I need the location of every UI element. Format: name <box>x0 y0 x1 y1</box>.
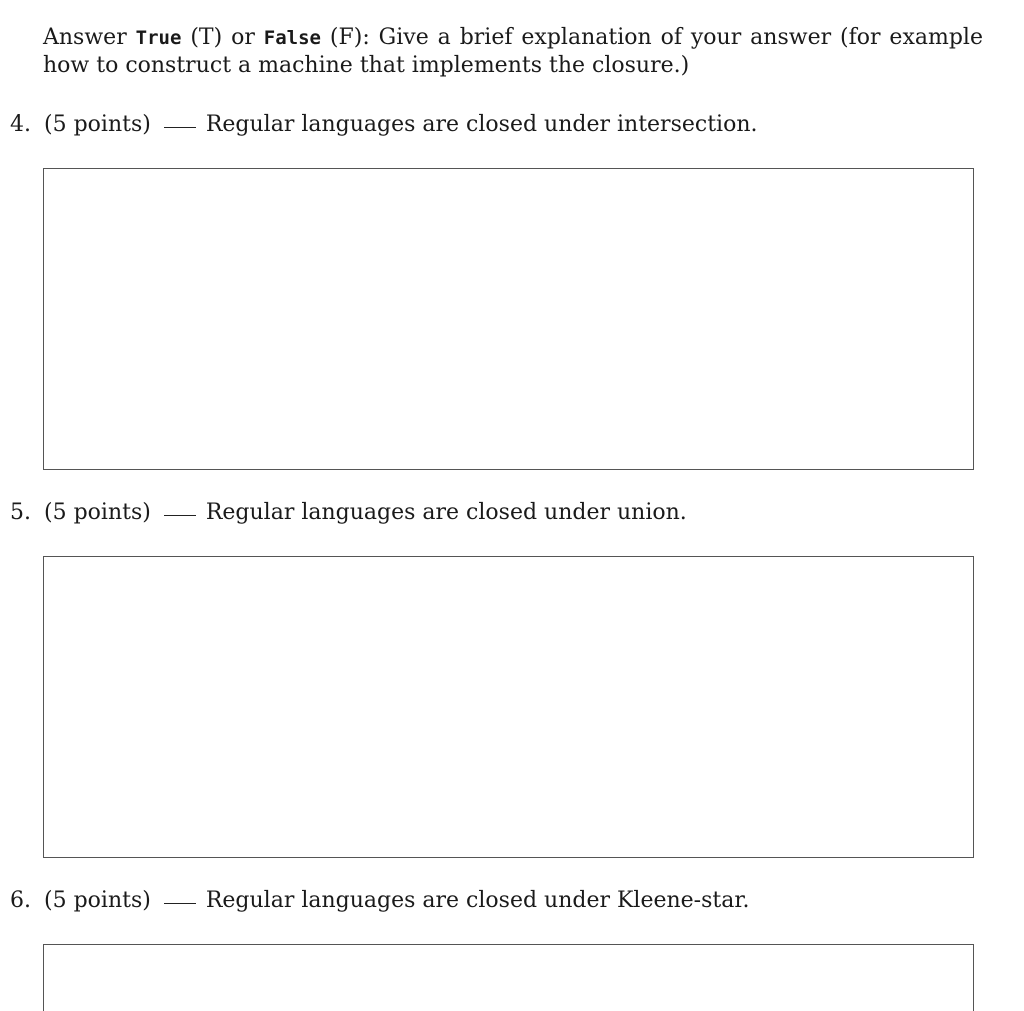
question-4 <box>10 111 757 139</box>
true-keyword: True <box>135 27 182 49</box>
instructions-prefix: Answer <box>43 25 136 50</box>
instructions-middle: (T) or <box>181 25 264 50</box>
question-statement: Regular languages are closed under Kleene-star. <box>205 888 750 913</box>
instructions-suffix: (F): Give a brief explanation of your answer (for example how to construct a machine that implements the closure.) <box>43 25 983 78</box>
answer-blank[interactable] <box>164 903 196 904</box>
question-number: 6. <box>10 888 31 913</box>
question-statement: Regular languages are closed under union. <box>205 500 687 525</box>
question-6 <box>10 887 749 915</box>
question-5 <box>10 499 687 527</box>
false-keyword: False <box>263 27 321 49</box>
answer-blank[interactable] <box>164 127 196 128</box>
question-number: 4. <box>10 112 31 137</box>
answer-box-4[interactable] <box>43 168 974 470</box>
question-statement: Regular languages are closed under intersection. <box>205 112 758 137</box>
answer-blank[interactable] <box>164 515 196 516</box>
question-points: (5 points) <box>44 112 151 137</box>
question-points: (5 points) <box>44 500 151 525</box>
question-points: (5 points) <box>44 888 151 913</box>
answer-box-6[interactable] <box>43 944 974 1011</box>
instructions <box>43 24 983 80</box>
question-number: 5. <box>10 500 31 525</box>
answer-box-5[interactable] <box>43 556 974 858</box>
